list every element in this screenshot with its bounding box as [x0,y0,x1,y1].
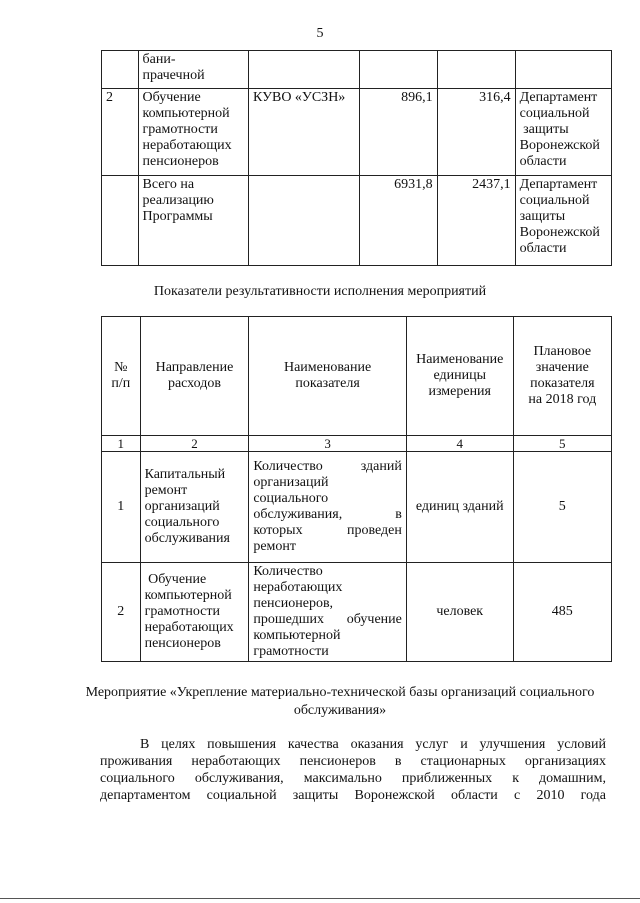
header-cell: Плановое значение показателя на 2018 год [513,317,611,436]
table-row [102,176,612,266]
row-number: 2 [102,563,141,662]
row-number: 1 [102,452,141,563]
column-number: 1 [102,436,141,452]
header-cell: № п/п [102,317,141,436]
row-name: Всего на реализацию Программы [138,176,249,266]
column-number: 3 [249,436,407,452]
column-number: 5 [513,436,611,452]
paragraph-line: В целях повышения качества оказания услуг и улучшения условий [140,737,606,752]
row-value-1: 6931,8 [359,176,437,266]
header-cell: Направление расходов [140,317,249,436]
row-indicator [249,563,407,662]
row-value-2 [437,51,515,89]
row-value: 485 [513,563,611,662]
table-row [102,563,612,662]
budget-table [101,50,612,266]
row-indicator-text: Количество неработающих пенсионеров, прошедших обучение компьютерной грамотности [253,564,402,659]
header-row [102,317,612,436]
indicators-table [101,316,612,662]
row-number [102,176,139,266]
body-paragraph [100,736,606,804]
row-value-1: 896,1 [359,89,437,176]
row-executor [249,176,360,266]
row-indicator [249,452,407,563]
column-number: 4 [406,436,513,452]
row-number: 2 [102,89,139,176]
row-value-2: 316,4 [437,89,515,176]
table-row [102,51,612,89]
row-direction: Капитальный ремонт организаций социального обслуживания [140,452,249,563]
page-bottom-border [0,898,640,899]
row-unit: человек [406,563,513,662]
row-value: 5 [513,452,611,563]
row-value-1 [359,51,437,89]
column-number: 2 [140,436,249,452]
row-name: бани- прачечной [138,51,249,89]
row-responsible [515,51,611,89]
paragraph-line: проживания неработающих пенсионеров в стационарных организациях [100,754,606,769]
header-cell: Наименование показателя [249,317,407,436]
paragraph-line: социального обслуживания, максимально приближенных к домашним, [100,771,606,786]
row-executor: КУВО «УСЗН» [249,89,360,176]
header-cell: Наименование единицы измерения [406,317,513,436]
row-unit: единиц зданий [406,452,513,563]
row-indicator-text: Количество зданий организаций социального обслуживания, в которых проведен ремонт [253,459,402,554]
row-direction: Обучение компьютерной грамотности неработающих пенсионеров [140,563,249,662]
table-row [102,452,612,563]
event-title: Мероприятие «Укрепление материально-технической базы организаций социального обслуживания» [85,685,595,718]
row-responsible: Департамент социальной защиты Воронежской области [515,89,611,176]
table-row [102,89,612,176]
column-number-row [102,436,612,452]
paragraph-line: департаментом социальной защиты Воронежской области с 2010 года [100,788,606,803]
page-number: 5 [316,26,324,41]
indicators-title: Показатели результативности исполнения мероприятий [153,284,487,299]
row-name: Обучение компьютерной грамотности неработающих пенсионеров [138,89,249,176]
row-value-2: 2437,1 [437,176,515,266]
row-number [102,51,139,89]
row-responsible: Департамент социальной защиты Воронежской области [515,176,611,266]
row-executor [249,51,360,89]
